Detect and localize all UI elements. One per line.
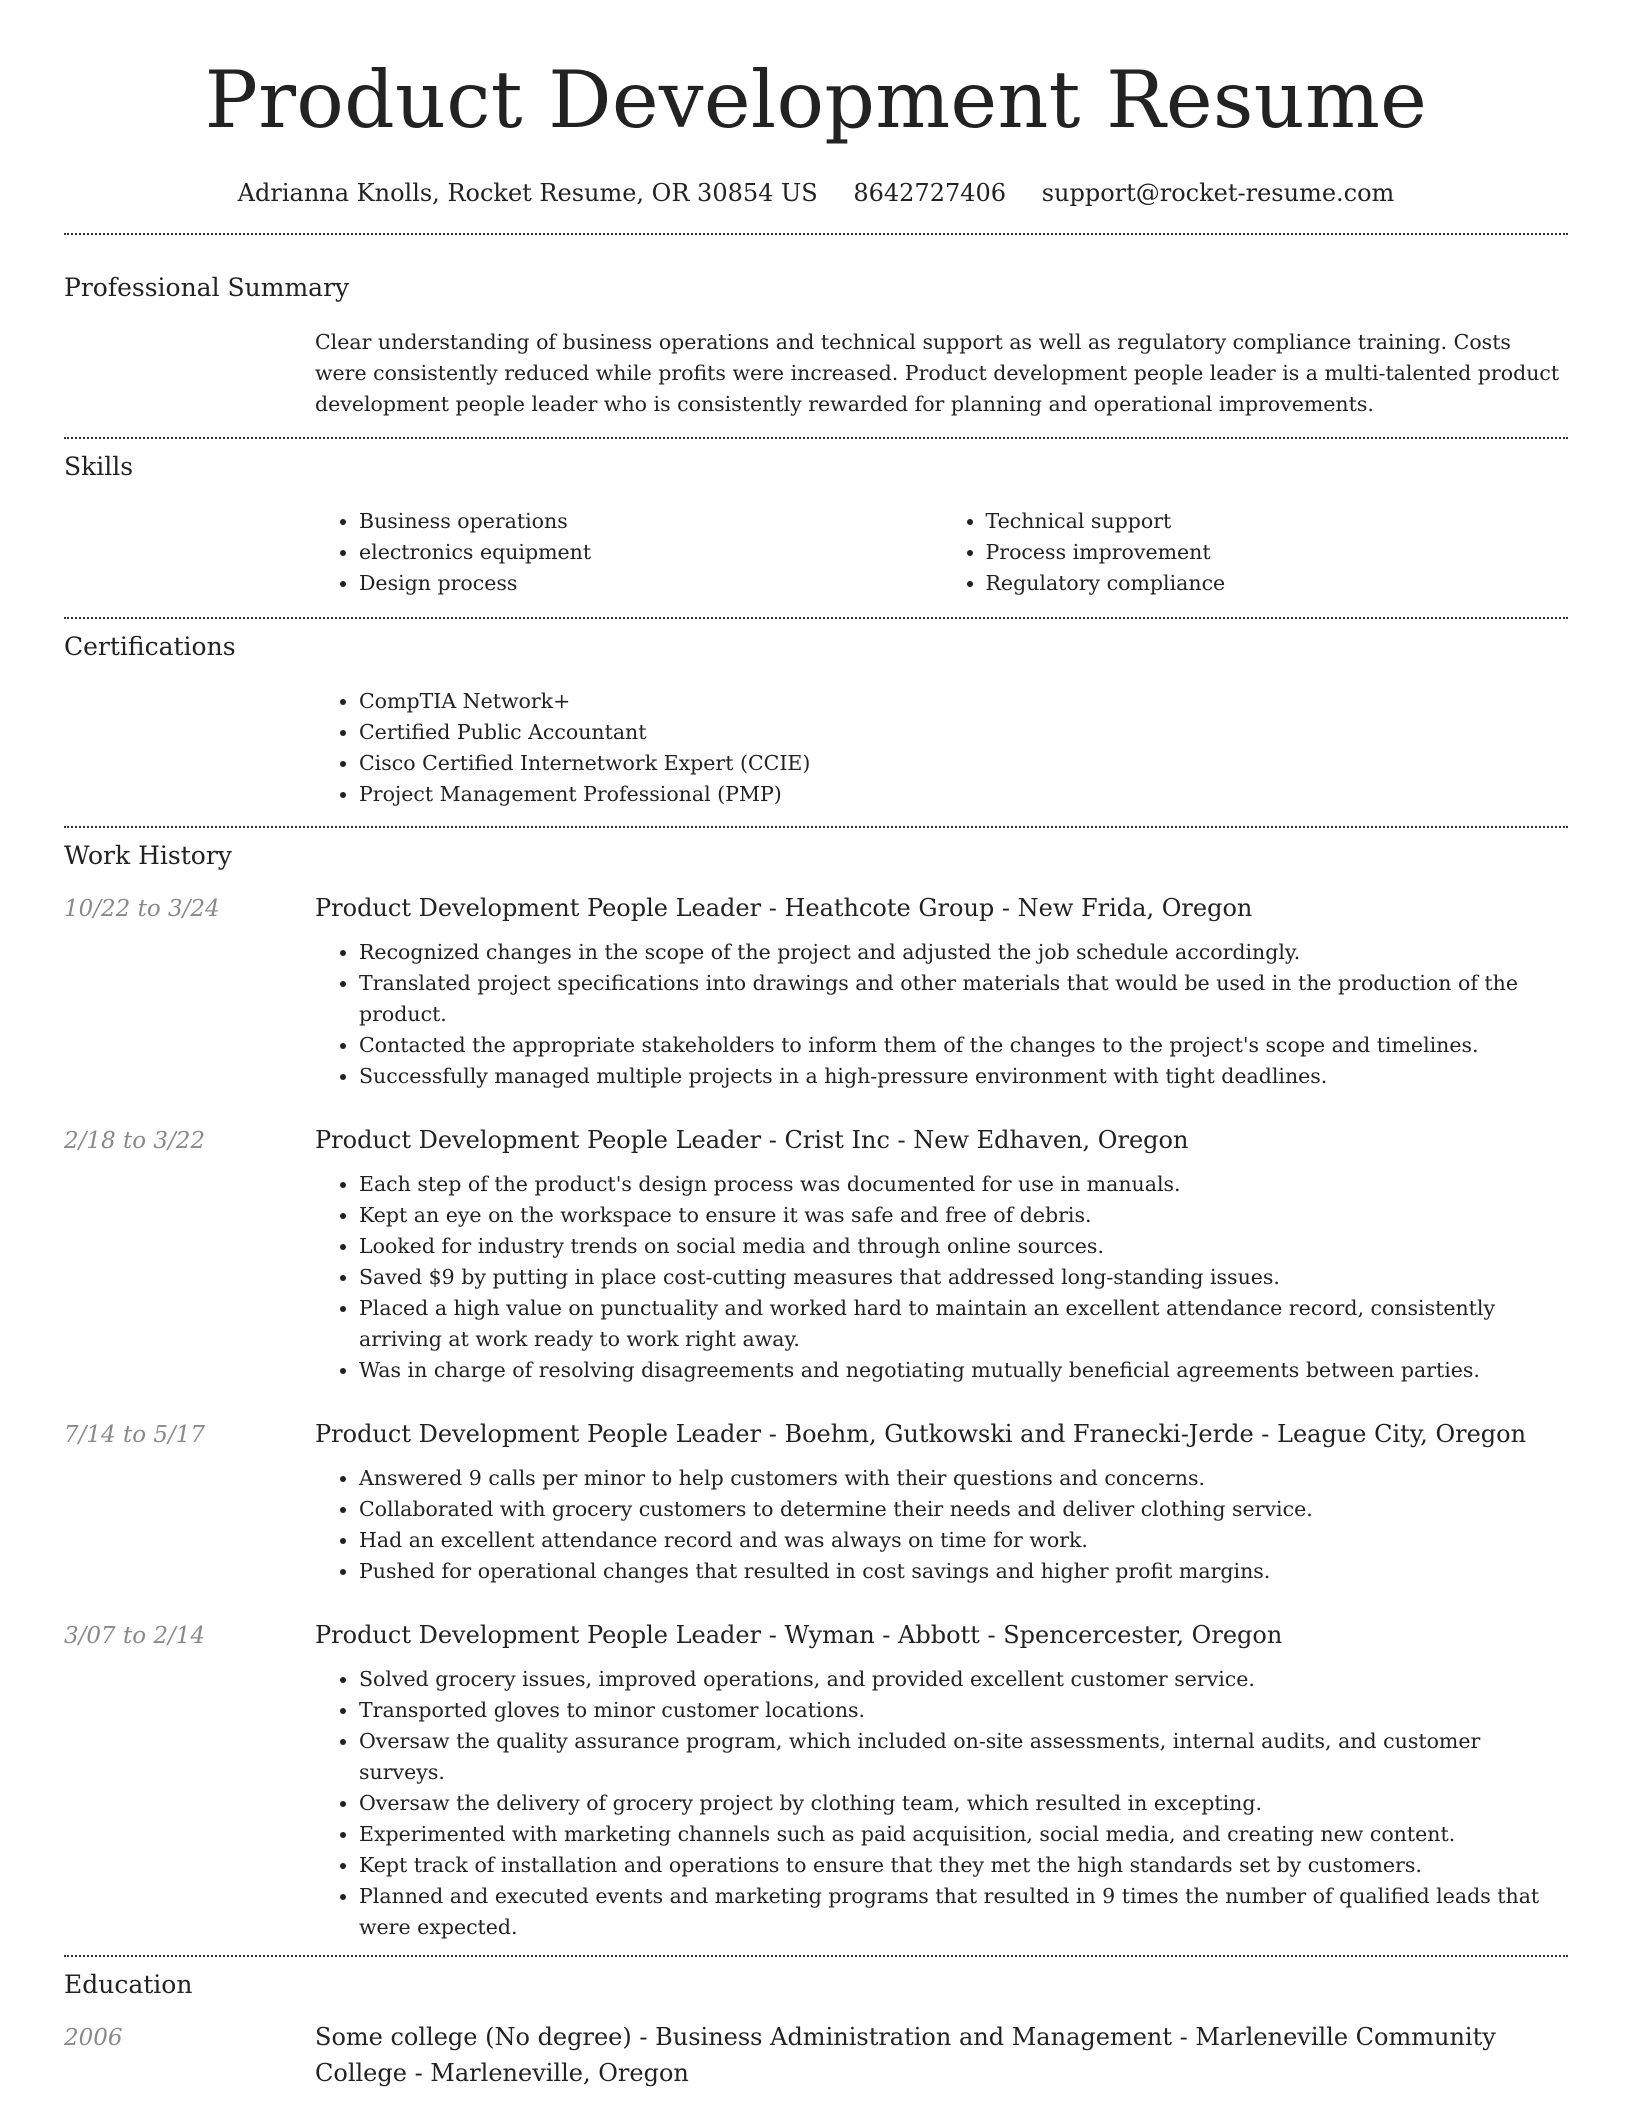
list-item: • Certified Public Accountant [359, 717, 1568, 748]
list-item: • Business operations [359, 506, 942, 537]
job-title: Product Development People Leader - Crist Inc - New Edhaven, Oregon [315, 1126, 1189, 1154]
list-item: • Process improvement [986, 537, 1569, 568]
list-item: • Cisco Certified Internetwork Expert (CCIE) [359, 748, 1568, 779]
list-item: • Planned and executed events and marketing programs that resulted in 9 times the number of qualified leads that were expected. [359, 1881, 1568, 1943]
list-item: • Translated project specifications into drawings and other materials that would be used in the production of the product. [359, 968, 1568, 1030]
section-heading-summary: Professional Summary [64, 273, 350, 302]
list-item: • Placed a high value on punctuality and worked hard to maintain an excellent attendance record, consistently arriving at work ready to work right away. [359, 1293, 1568, 1355]
list-item: • Transported gloves to minor customer locations. [359, 1695, 1568, 1726]
section-heading-work-history: Work History [64, 841, 232, 870]
list-item: • Oversaw the delivery of grocery project by clothing team, which resulted in excepting. [359, 1788, 1568, 1819]
contact-phone: 8642727406 [853, 179, 1007, 207]
list-item: • Regulatory compliance [986, 568, 1569, 599]
list-item: • Contacted the appropriate stakeholders to inform them of the changes to the project's scope and timelines. [359, 1030, 1568, 1061]
job-bullets [315, 1463, 1568, 1587]
certifications-list [315, 686, 1568, 810]
certifications-section [64, 619, 1568, 826]
work-history-section [64, 828, 1568, 1955]
skills-section [64, 439, 1568, 617]
contact-address: Adrianna Knolls, Rocket Resume, OR 30854 US [237, 179, 818, 207]
list-item: • Looked for industry trends on social media and through online sources. [359, 1231, 1568, 1262]
section-heading-education: Education [64, 1970, 193, 1999]
list-item: • Project Management Professional (PMP) [359, 779, 1568, 810]
list-item: • Was in charge of resolving disagreements and negotiating mutually beneficial agreements between parties. [359, 1355, 1568, 1386]
job-bullets [315, 1169, 1568, 1386]
list-item: • CompTIA Network+ [359, 686, 1568, 717]
education-title: Some college (No degree) - Business Administration and Management - Marleneville Community College - Marleneville, Oregon [315, 2023, 1496, 2087]
list-item: • Had an excellent attendance record and was always on time for work. [359, 1525, 1568, 1556]
summary-section [64, 235, 1568, 437]
job-bullets [315, 937, 1568, 1092]
job-bullets [315, 1664, 1568, 1943]
section-heading-certifications: Certifications [64, 632, 236, 661]
job-entry [64, 890, 1568, 1092]
section-heading-skills: Skills [64, 452, 134, 481]
list-item: • Answered 9 calls per minor to help customers with their questions and concerns. [359, 1463, 1568, 1494]
list-item: • Oversaw the quality assurance program, which included on-site assessments, internal audits, and customer surveys. [359, 1726, 1568, 1788]
job-entry [64, 1122, 1568, 1386]
list-item: • Technical support [986, 506, 1569, 537]
list-item: • Each step of the product's design process was documented for use in manuals. [359, 1169, 1568, 1200]
job-title: Product Development People Leader - Heathcote Group - New Frida, Oregon [315, 894, 1253, 922]
job-dates: 3/07 to 2/14 [64, 1623, 206, 1649]
job-entry [64, 1617, 1568, 1943]
skills-list-left [315, 506, 942, 599]
education-section [64, 1957, 1568, 2091]
resume-header [64, 0, 1568, 208]
list-item: • Saved $9 by putting in place cost-cutting measures that addressed long-standing issues. [359, 1262, 1568, 1293]
education-year: 2006 [64, 2025, 123, 2051]
list-item: • Recognized changes in the scope of the project and adjusted the job schedule accordingly. [359, 937, 1568, 968]
list-item: • Kept track of installation and operations to ensure that they met the high standards set by customers. [359, 1850, 1568, 1881]
page-title: Product Development Resume [204, 54, 1428, 146]
list-item: • Design process [359, 568, 942, 599]
skills-list-right [942, 506, 1569, 599]
list-item: • Collaborated with grocery customers to determine their needs and deliver clothing service. [359, 1494, 1568, 1525]
job-title: Product Development People Leader - Boehm, Gutkowski and Franecki-Jerde - League City, Oregon [315, 1420, 1527, 1448]
summary-text: Clear understanding of business operations and technical support as well as regulatory compliance training. Costs were consistently reduced while profits were increased. Product development people leader is a multi-talented product development people leader who is consistently rewarded for planning and operational improvements. [315, 330, 1560, 416]
list-item: • electronics equipment [359, 537, 942, 568]
list-item: • Successfully managed multiple projects in a high-pressure environment with tight deadlines. [359, 1061, 1568, 1092]
list-item: • Kept an eye on the workspace to ensure it was safe and free of debris. [359, 1200, 1568, 1231]
contact-email: support@rocket-resume.com [1041, 179, 1395, 207]
list-item: • Solved grocery issues, improved operations, and provided excellent customer service. [359, 1664, 1568, 1695]
list-item: • Pushed for operational changes that resulted in cost savings and higher profit margins. [359, 1556, 1568, 1587]
job-entry [64, 1416, 1568, 1587]
job-dates: 7/14 to 5/17 [64, 1422, 206, 1448]
job-title: Product Development People Leader - Wyman - Abbott - Spencercester, Oregon [315, 1621, 1283, 1649]
job-dates: 2/18 to 3/22 [64, 1128, 206, 1154]
job-dates: 10/22 to 3/24 [64, 896, 220, 922]
list-item: • Experimented with marketing channels such as paid acquisition, social media, and creating new content. [359, 1819, 1568, 1850]
contact-line [64, 178, 1568, 208]
